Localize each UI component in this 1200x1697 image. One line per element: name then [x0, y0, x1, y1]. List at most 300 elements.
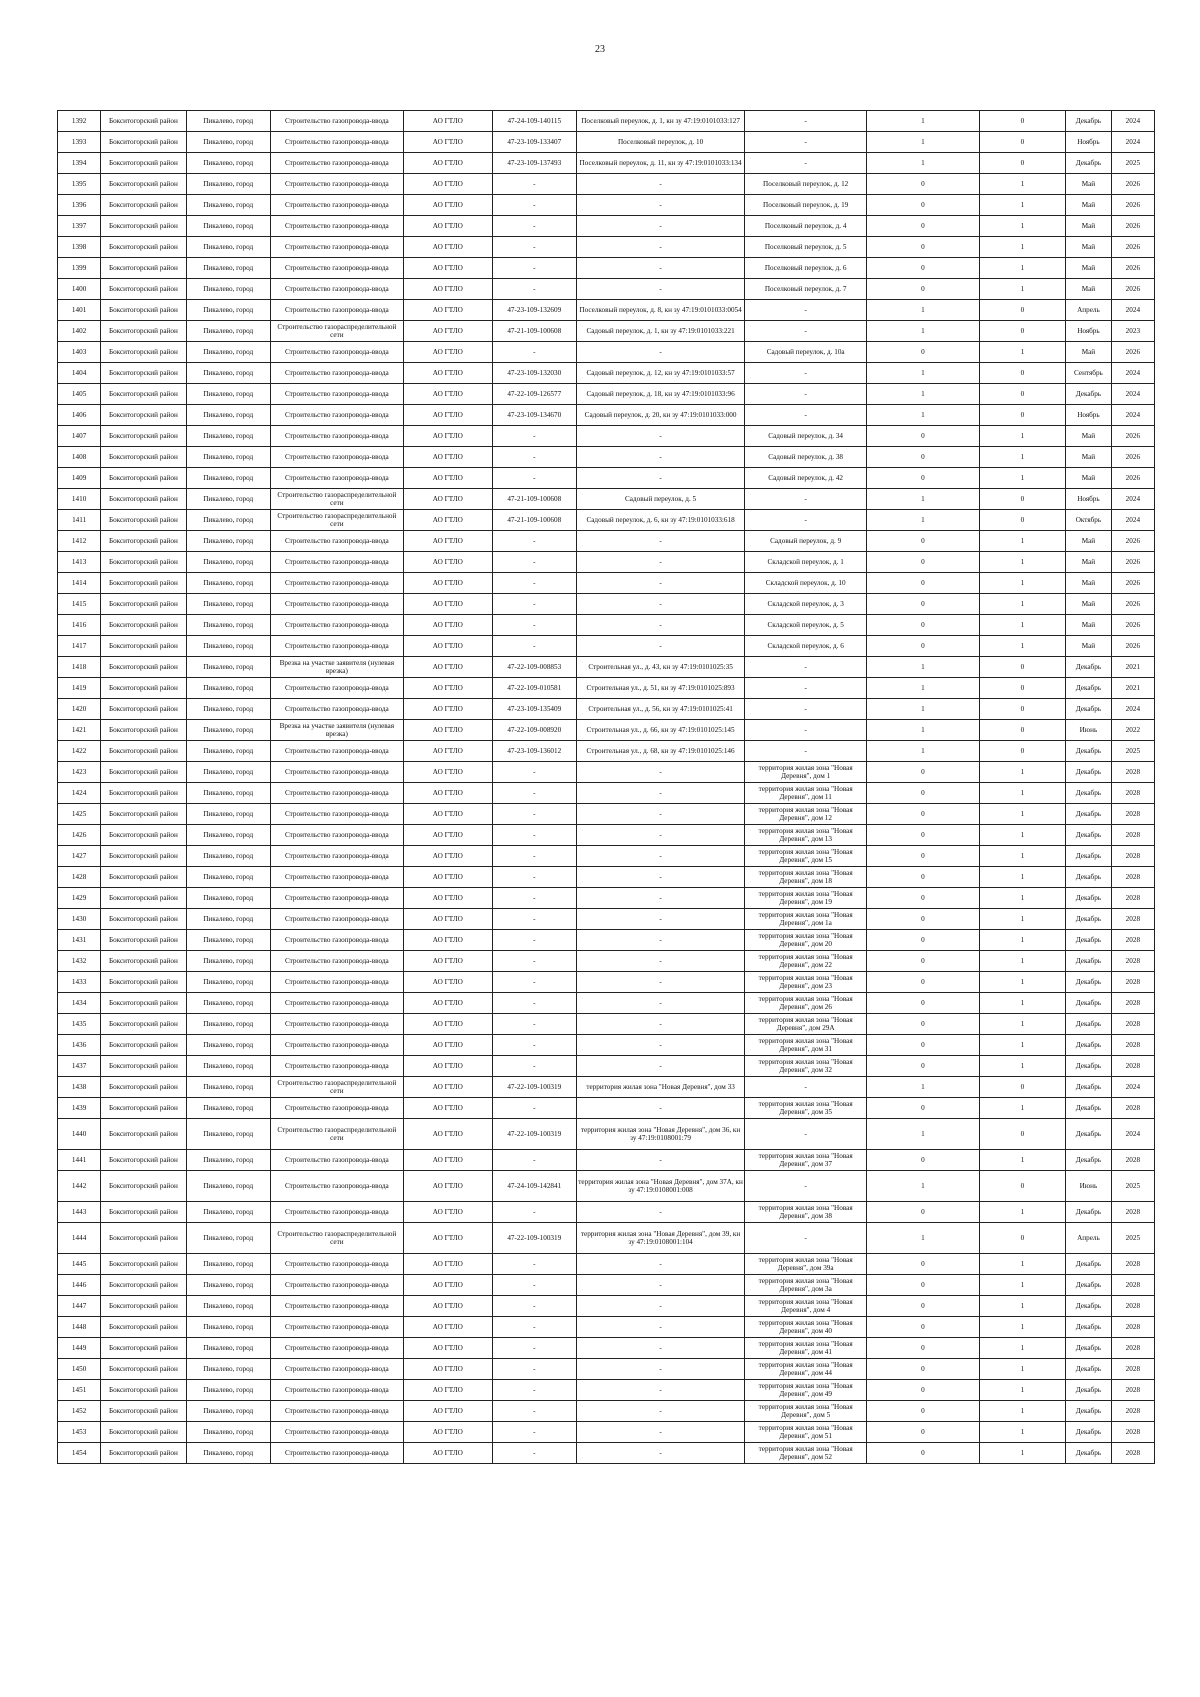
cell-row-number: 1412 [58, 531, 101, 552]
cell-organization: АО ГТЛО [403, 762, 492, 783]
cell-address-with-contract: - [576, 1035, 744, 1056]
cell-address-planned: - [745, 720, 867, 741]
cell-count-contracted: 0 [867, 909, 980, 930]
cell-settlement: Пикалево, город [186, 636, 270, 657]
cell-organization: АО ГТЛО [403, 1150, 492, 1171]
cell-organization: АО ГТЛО [403, 1056, 492, 1077]
cell-row-number: 1408 [58, 447, 101, 468]
cell-address-with-contract: - [576, 1275, 744, 1296]
cell-work-type: Строительство газопровода-ввода [270, 195, 403, 216]
cell-year: 2026 [1111, 468, 1154, 489]
cell-count-planned: 0 [979, 153, 1065, 174]
cell-work-type: Строительство газопровода-ввода [270, 258, 403, 279]
cell-month: Декабрь [1066, 1275, 1112, 1296]
cell-count-contracted: 0 [867, 1056, 980, 1077]
cell-request-number: - [492, 951, 576, 972]
cell-address-with-contract: - [576, 1380, 744, 1401]
cell-district: Бокситогорский район [101, 1380, 186, 1401]
cell-count-planned: 1 [979, 888, 1065, 909]
cell-count-planned: 1 [979, 804, 1065, 825]
cell-settlement: Пикалево, город [186, 720, 270, 741]
cell-count-planned: 1 [979, 1150, 1065, 1171]
cell-month: Июнь [1066, 1171, 1112, 1202]
cell-month: Декабрь [1066, 657, 1112, 678]
table-row [58, 1296, 1155, 1317]
cell-settlement: Пикалево, город [186, 825, 270, 846]
cell-work-type: Строительство газопровода-ввода [270, 804, 403, 825]
cell-year: 2028 [1111, 888, 1154, 909]
cell-month: Декабрь [1066, 762, 1112, 783]
cell-row-number: 1418 [58, 657, 101, 678]
cell-district: Бокситогорский район [101, 972, 186, 993]
cell-address-planned: территория жилая зона "Новая Деревня", дом 37 [745, 1150, 867, 1171]
cell-count-planned: 1 [979, 468, 1065, 489]
cell-count-contracted: 0 [867, 1202, 980, 1223]
cell-request-number: 47-22-109-010581 [492, 678, 576, 699]
table-row [58, 1098, 1155, 1119]
cell-district: Бокситогорский район [101, 909, 186, 930]
table-row [58, 699, 1155, 720]
cell-organization: АО ГТЛО [403, 993, 492, 1014]
cell-address-with-contract: - [576, 1056, 744, 1077]
table-row [58, 1014, 1155, 1035]
cell-count-contracted: 0 [867, 447, 980, 468]
cell-count-planned: 1 [979, 972, 1065, 993]
registry-table [57, 110, 1155, 1464]
cell-address-planned: Садовый переулок, д. 9 [745, 531, 867, 552]
cell-work-type: Строительство газопровода-ввода [270, 1443, 403, 1464]
cell-month: Декабрь [1066, 1056, 1112, 1077]
cell-row-number: 1436 [58, 1035, 101, 1056]
cell-work-type: Строительство газопровода-ввода [270, 384, 403, 405]
cell-address-with-contract: - [576, 1401, 744, 1422]
cell-count-planned: 1 [979, 1056, 1065, 1077]
cell-organization: АО ГТЛО [403, 594, 492, 615]
cell-work-type: Строительство газопровода-ввода [270, 552, 403, 573]
cell-organization: АО ГТЛО [403, 930, 492, 951]
cell-request-number: - [492, 1035, 576, 1056]
cell-work-type: Строительство газопровода-ввода [270, 405, 403, 426]
cell-organization: АО ГТЛО [403, 1401, 492, 1422]
table-row [58, 468, 1155, 489]
cell-month: Декабрь [1066, 153, 1112, 174]
cell-row-number: 1438 [58, 1077, 101, 1098]
cell-count-planned: 1 [979, 1401, 1065, 1422]
cell-settlement: Пикалево, город [186, 678, 270, 699]
cell-request-number: - [492, 636, 576, 657]
cell-row-number: 1440 [58, 1119, 101, 1150]
table-row [58, 720, 1155, 741]
cell-organization: АО ГТЛО [403, 1296, 492, 1317]
cell-month: Май [1066, 573, 1112, 594]
cell-organization: АО ГТЛО [403, 300, 492, 321]
cell-address-planned: - [745, 741, 867, 762]
cell-row-number: 1444 [58, 1223, 101, 1254]
cell-organization: АО ГТЛО [403, 1443, 492, 1464]
cell-address-planned: - [745, 1077, 867, 1098]
cell-count-planned: 1 [979, 783, 1065, 804]
cell-work-type: Строительство газораспределительной сети [270, 1077, 403, 1098]
table-row [58, 825, 1155, 846]
cell-request-number: - [492, 1254, 576, 1275]
cell-work-type: Строительство газопровода-ввода [270, 909, 403, 930]
cell-address-planned: Поселковый переулок, д. 4 [745, 216, 867, 237]
cell-work-type: Строительство газопровода-ввода [270, 132, 403, 153]
cell-address-planned: территория жилая зона "Новая Деревня", дом 18 [745, 867, 867, 888]
cell-settlement: Пикалево, город [186, 993, 270, 1014]
cell-work-type: Строительство газопровода-ввода [270, 951, 403, 972]
cell-address-planned: территория жилая зона "Новая Деревня", дом 26 [745, 993, 867, 1014]
cell-count-contracted: 1 [867, 699, 980, 720]
cell-work-type: Строительство газопровода-ввода [270, 1056, 403, 1077]
cell-address-planned: Складской переулок, д. 10 [745, 573, 867, 594]
cell-settlement: Пикалево, город [186, 1035, 270, 1056]
cell-request-number: - [492, 993, 576, 1014]
cell-address-with-contract: - [576, 468, 744, 489]
cell-settlement: Пикалево, город [186, 237, 270, 258]
cell-address-planned: территория жилая зона "Новая Деревня", дом 40 [745, 1317, 867, 1338]
cell-address-planned: территория жилая зона "Новая Деревня", дом 23 [745, 972, 867, 993]
cell-organization: АО ГТЛО [403, 657, 492, 678]
cell-work-type: Врезка на участке заявителя (нулевая врезка) [270, 657, 403, 678]
cell-work-type: Строительство газопровода-ввода [270, 825, 403, 846]
cell-count-contracted: 0 [867, 1035, 980, 1056]
cell-district: Бокситогорский район [101, 594, 186, 615]
cell-settlement: Пикалево, город [186, 321, 270, 342]
cell-month: Декабрь [1066, 741, 1112, 762]
cell-organization: АО ГТЛО [403, 1275, 492, 1296]
cell-row-number: 1433 [58, 972, 101, 993]
cell-count-contracted: 1 [867, 720, 980, 741]
cell-count-planned: 0 [979, 1223, 1065, 1254]
cell-month: Май [1066, 531, 1112, 552]
cell-request-number: 47-21-109-100608 [492, 489, 576, 510]
cell-district: Бокситогорский район [101, 1338, 186, 1359]
cell-count-planned: 1 [979, 762, 1065, 783]
cell-work-type: Строительство газопровода-ввода [270, 1338, 403, 1359]
cell-district: Бокситогорский район [101, 384, 186, 405]
cell-district: Бокситогорский район [101, 825, 186, 846]
cell-month: Ноябрь [1066, 132, 1112, 153]
cell-row-number: 1423 [58, 762, 101, 783]
cell-month: Май [1066, 216, 1112, 237]
cell-settlement: Пикалево, город [186, 174, 270, 195]
cell-month: Сентябрь [1066, 363, 1112, 384]
cell-work-type: Строительство газопровода-ввода [270, 1275, 403, 1296]
cell-address-planned: Складской переулок, д. 6 [745, 636, 867, 657]
cell-organization: АО ГТЛО [403, 867, 492, 888]
cell-settlement: Пикалево, город [186, 426, 270, 447]
cell-address-with-contract: Садовый переулок, д. 1, кн зу 47:19:0101033:221 [576, 321, 744, 342]
cell-count-contracted: 0 [867, 867, 980, 888]
cell-settlement: Пикалево, город [186, 489, 270, 510]
cell-year: 2024 [1111, 111, 1154, 132]
cell-month: Декабрь [1066, 930, 1112, 951]
cell-count-contracted: 1 [867, 489, 980, 510]
cell-count-planned: 1 [979, 426, 1065, 447]
cell-settlement: Пикалево, город [186, 594, 270, 615]
cell-year: 2028 [1111, 1056, 1154, 1077]
cell-district: Бокситогорский район [101, 1077, 186, 1098]
cell-district: Бокситогорский район [101, 1275, 186, 1296]
cell-settlement: Пикалево, город [186, 405, 270, 426]
cell-count-contracted: 0 [867, 1359, 980, 1380]
cell-count-contracted: 0 [867, 468, 980, 489]
cell-work-type: Строительство газопровода-ввода [270, 678, 403, 699]
cell-address-planned: территория жилая зона "Новая Деревня", дом 11 [745, 783, 867, 804]
cell-address-with-contract: - [576, 1359, 744, 1380]
cell-address-with-contract: - [576, 1338, 744, 1359]
cell-address-planned: - [745, 1119, 867, 1150]
table-row [58, 1056, 1155, 1077]
cell-address-with-contract: - [576, 783, 744, 804]
cell-address-planned: - [745, 510, 867, 531]
table-row [58, 951, 1155, 972]
cell-request-number: - [492, 888, 576, 909]
cell-work-type: Строительство газопровода-ввода [270, 867, 403, 888]
cell-work-type: Строительство газопровода-ввода [270, 1422, 403, 1443]
cell-district: Бокситогорский район [101, 1035, 186, 1056]
cell-row-number: 1410 [58, 489, 101, 510]
cell-row-number: 1411 [58, 510, 101, 531]
cell-address-with-contract: территория жилая зона "Новая Деревня", дом 36, кн зу 47:19:0108001:79 [576, 1119, 744, 1150]
cell-address-with-contract: - [576, 804, 744, 825]
cell-work-type: Строительство газопровода-ввода [270, 930, 403, 951]
cell-settlement: Пикалево, город [186, 1077, 270, 1098]
cell-district: Бокситогорский район [101, 1119, 186, 1150]
cell-work-type: Строительство газопровода-ввода [270, 1098, 403, 1119]
cell-request-number: 47-23-109-137493 [492, 153, 576, 174]
table-row [58, 342, 1155, 363]
cell-address-planned: - [745, 699, 867, 720]
cell-address-with-contract: - [576, 846, 744, 867]
cell-year: 2028 [1111, 1275, 1154, 1296]
cell-year: 2028 [1111, 1254, 1154, 1275]
cell-year: 2028 [1111, 972, 1154, 993]
cell-settlement: Пикалево, город [186, 279, 270, 300]
cell-district: Бокситогорский район [101, 783, 186, 804]
cell-address-planned: - [745, 489, 867, 510]
cell-count-planned: 1 [979, 909, 1065, 930]
table-body [58, 111, 1155, 1464]
cell-address-with-contract: - [576, 1014, 744, 1035]
cell-year: 2028 [1111, 1443, 1154, 1464]
cell-year: 2022 [1111, 720, 1154, 741]
cell-address-with-contract: - [576, 1422, 744, 1443]
cell-district: Бокситогорский район [101, 615, 186, 636]
cell-address-with-contract: - [576, 993, 744, 1014]
cell-month: Декабрь [1066, 1359, 1112, 1380]
cell-work-type: Строительство газопровода-ввода [270, 1171, 403, 1202]
cell-organization: АО ГТЛО [403, 321, 492, 342]
cell-count-planned: 1 [979, 1296, 1065, 1317]
cell-count-contracted: 0 [867, 594, 980, 615]
cell-month: Декабрь [1066, 972, 1112, 993]
cell-row-number: 1439 [58, 1098, 101, 1119]
table-row [58, 678, 1155, 699]
table-row [58, 552, 1155, 573]
cell-count-contracted: 0 [867, 258, 980, 279]
cell-organization: АО ГТЛО [403, 552, 492, 573]
cell-count-contracted: 0 [867, 762, 980, 783]
cell-year: 2028 [1111, 1422, 1154, 1443]
cell-request-number: - [492, 1056, 576, 1077]
cell-address-with-contract: - [576, 1317, 744, 1338]
cell-request-number: 47-24-109-142841 [492, 1171, 576, 1202]
cell-count-contracted: 0 [867, 237, 980, 258]
cell-district: Бокситогорский район [101, 153, 186, 174]
cell-month: Июнь [1066, 720, 1112, 741]
cell-year: 2028 [1111, 1035, 1154, 1056]
cell-work-type: Строительство газопровода-ввода [270, 1254, 403, 1275]
cell-address-planned: - [745, 384, 867, 405]
cell-row-number: 1413 [58, 552, 101, 573]
table-row [58, 174, 1155, 195]
cell-count-contracted: 0 [867, 972, 980, 993]
cell-settlement: Пикалево, город [186, 783, 270, 804]
cell-organization: АО ГТЛО [403, 573, 492, 594]
cell-month: Декабрь [1066, 1380, 1112, 1401]
cell-month: Октябрь [1066, 510, 1112, 531]
cell-work-type: Строительство газопровода-ввода [270, 1317, 403, 1338]
cell-address-with-contract: - [576, 216, 744, 237]
cell-request-number: - [492, 342, 576, 363]
cell-count-contracted: 1 [867, 384, 980, 405]
cell-request-number: - [492, 1443, 576, 1464]
cell-request-number: - [492, 972, 576, 993]
cell-row-number: 1395 [58, 174, 101, 195]
cell-request-number: - [492, 615, 576, 636]
cell-address-planned: территория жилая зона "Новая Деревня", дом 29А [745, 1014, 867, 1035]
cell-district: Бокситогорский район [101, 1056, 186, 1077]
cell-request-number: - [492, 1401, 576, 1422]
cell-work-type: Строительство газопровода-ввода [270, 615, 403, 636]
cell-address-planned: территория жилая зона "Новая Деревня", дом 31 [745, 1035, 867, 1056]
cell-year: 2024 [1111, 489, 1154, 510]
cell-count-contracted: 0 [867, 216, 980, 237]
cell-month: Декабрь [1066, 1077, 1112, 1098]
cell-address-planned: Садовый переулок, д. 42 [745, 468, 867, 489]
cell-request-number: - [492, 1422, 576, 1443]
cell-year: 2028 [1111, 930, 1154, 951]
table-row [58, 300, 1155, 321]
cell-work-type: Строительство газопровода-ввода [270, 993, 403, 1014]
cell-settlement: Пикалево, город [186, 1380, 270, 1401]
cell-count-contracted: 0 [867, 846, 980, 867]
cell-work-type: Строительство газораспределительной сети [270, 489, 403, 510]
cell-month: Декабрь [1066, 1035, 1112, 1056]
cell-district: Бокситогорский район [101, 300, 186, 321]
cell-settlement: Пикалево, город [186, 1443, 270, 1464]
cell-settlement: Пикалево, город [186, 699, 270, 720]
cell-month: Май [1066, 174, 1112, 195]
cell-district: Бокситогорский район [101, 531, 186, 552]
cell-year: 2026 [1111, 552, 1154, 573]
cell-work-type: Строительство газораспределительной сети [270, 1119, 403, 1150]
cell-organization: АО ГТЛО [403, 972, 492, 993]
cell-request-number: - [492, 783, 576, 804]
cell-row-number: 1429 [58, 888, 101, 909]
cell-year: 2021 [1111, 678, 1154, 699]
cell-request-number: 47-22-109-008920 [492, 720, 576, 741]
cell-district: Бокситогорский район [101, 237, 186, 258]
table-row [58, 1359, 1155, 1380]
cell-count-planned: 1 [979, 1338, 1065, 1359]
cell-organization: АО ГТЛО [403, 279, 492, 300]
cell-work-type: Строительство газопровода-ввода [270, 888, 403, 909]
cell-request-number: 47-21-109-100608 [492, 321, 576, 342]
cell-district: Бокситогорский район [101, 426, 186, 447]
cell-district: Бокситогорский район [101, 1422, 186, 1443]
table-row [58, 426, 1155, 447]
cell-request-number: 47-22-109-100319 [492, 1119, 576, 1150]
cell-settlement: Пикалево, город [186, 1422, 270, 1443]
cell-month: Декабрь [1066, 783, 1112, 804]
table-row [58, 1317, 1155, 1338]
cell-year: 2028 [1111, 804, 1154, 825]
cell-row-number: 1397 [58, 216, 101, 237]
cell-district: Бокситогорский район [101, 1014, 186, 1035]
cell-address-with-contract: Садовый переулок, д. 6, кн зу 47:19:0101033:618 [576, 510, 744, 531]
cell-month: Декабрь [1066, 993, 1112, 1014]
cell-organization: АО ГТЛО [403, 1202, 492, 1223]
table-row [58, 1077, 1155, 1098]
table-row [58, 216, 1155, 237]
cell-count-contracted: 0 [867, 1098, 980, 1119]
cell-address-planned: территория жилая зона "Новая Деревня", дом 52 [745, 1443, 867, 1464]
cell-settlement: Пикалево, город [186, 447, 270, 468]
table-row [58, 1422, 1155, 1443]
cell-year: 2026 [1111, 531, 1154, 552]
cell-organization: АО ГТЛО [403, 615, 492, 636]
cell-address-with-contract: - [576, 342, 744, 363]
cell-organization: АО ГТЛО [403, 216, 492, 237]
cell-row-number: 1416 [58, 615, 101, 636]
cell-address-with-contract: - [576, 972, 744, 993]
cell-address-planned: территория жилая зона "Новая Деревня", дом 35 [745, 1098, 867, 1119]
cell-month: Май [1066, 636, 1112, 657]
cell-settlement: Пикалево, город [186, 1338, 270, 1359]
cell-row-number: 1448 [58, 1317, 101, 1338]
cell-work-type: Врезка на участке заявителя (нулевая врезка) [270, 720, 403, 741]
cell-count-planned: 1 [979, 342, 1065, 363]
cell-month: Май [1066, 615, 1112, 636]
cell-settlement: Пикалево, город [186, 1359, 270, 1380]
cell-settlement: Пикалево, город [186, 1296, 270, 1317]
cell-count-planned: 1 [979, 447, 1065, 468]
cell-request-number: - [492, 195, 576, 216]
cell-count-planned: 1 [979, 258, 1065, 279]
cell-district: Бокситогорский район [101, 678, 186, 699]
cell-count-planned: 1 [979, 1254, 1065, 1275]
cell-address-with-contract: - [576, 888, 744, 909]
cell-count-contracted: 0 [867, 951, 980, 972]
cell-district: Бокситогорский район [101, 132, 186, 153]
cell-count-contracted: 1 [867, 1223, 980, 1254]
cell-settlement: Пикалево, город [186, 867, 270, 888]
cell-month: Май [1066, 342, 1112, 363]
cell-count-contracted: 0 [867, 636, 980, 657]
cell-address-with-contract: - [576, 279, 744, 300]
cell-count-planned: 0 [979, 384, 1065, 405]
table-row [58, 657, 1155, 678]
cell-organization: АО ГТЛО [403, 1098, 492, 1119]
cell-address-planned: Поселковый переулок, д. 6 [745, 258, 867, 279]
cell-request-number: - [492, 573, 576, 594]
cell-row-number: 1449 [58, 1338, 101, 1359]
cell-row-number: 1394 [58, 153, 101, 174]
cell-month: Декабрь [1066, 1098, 1112, 1119]
